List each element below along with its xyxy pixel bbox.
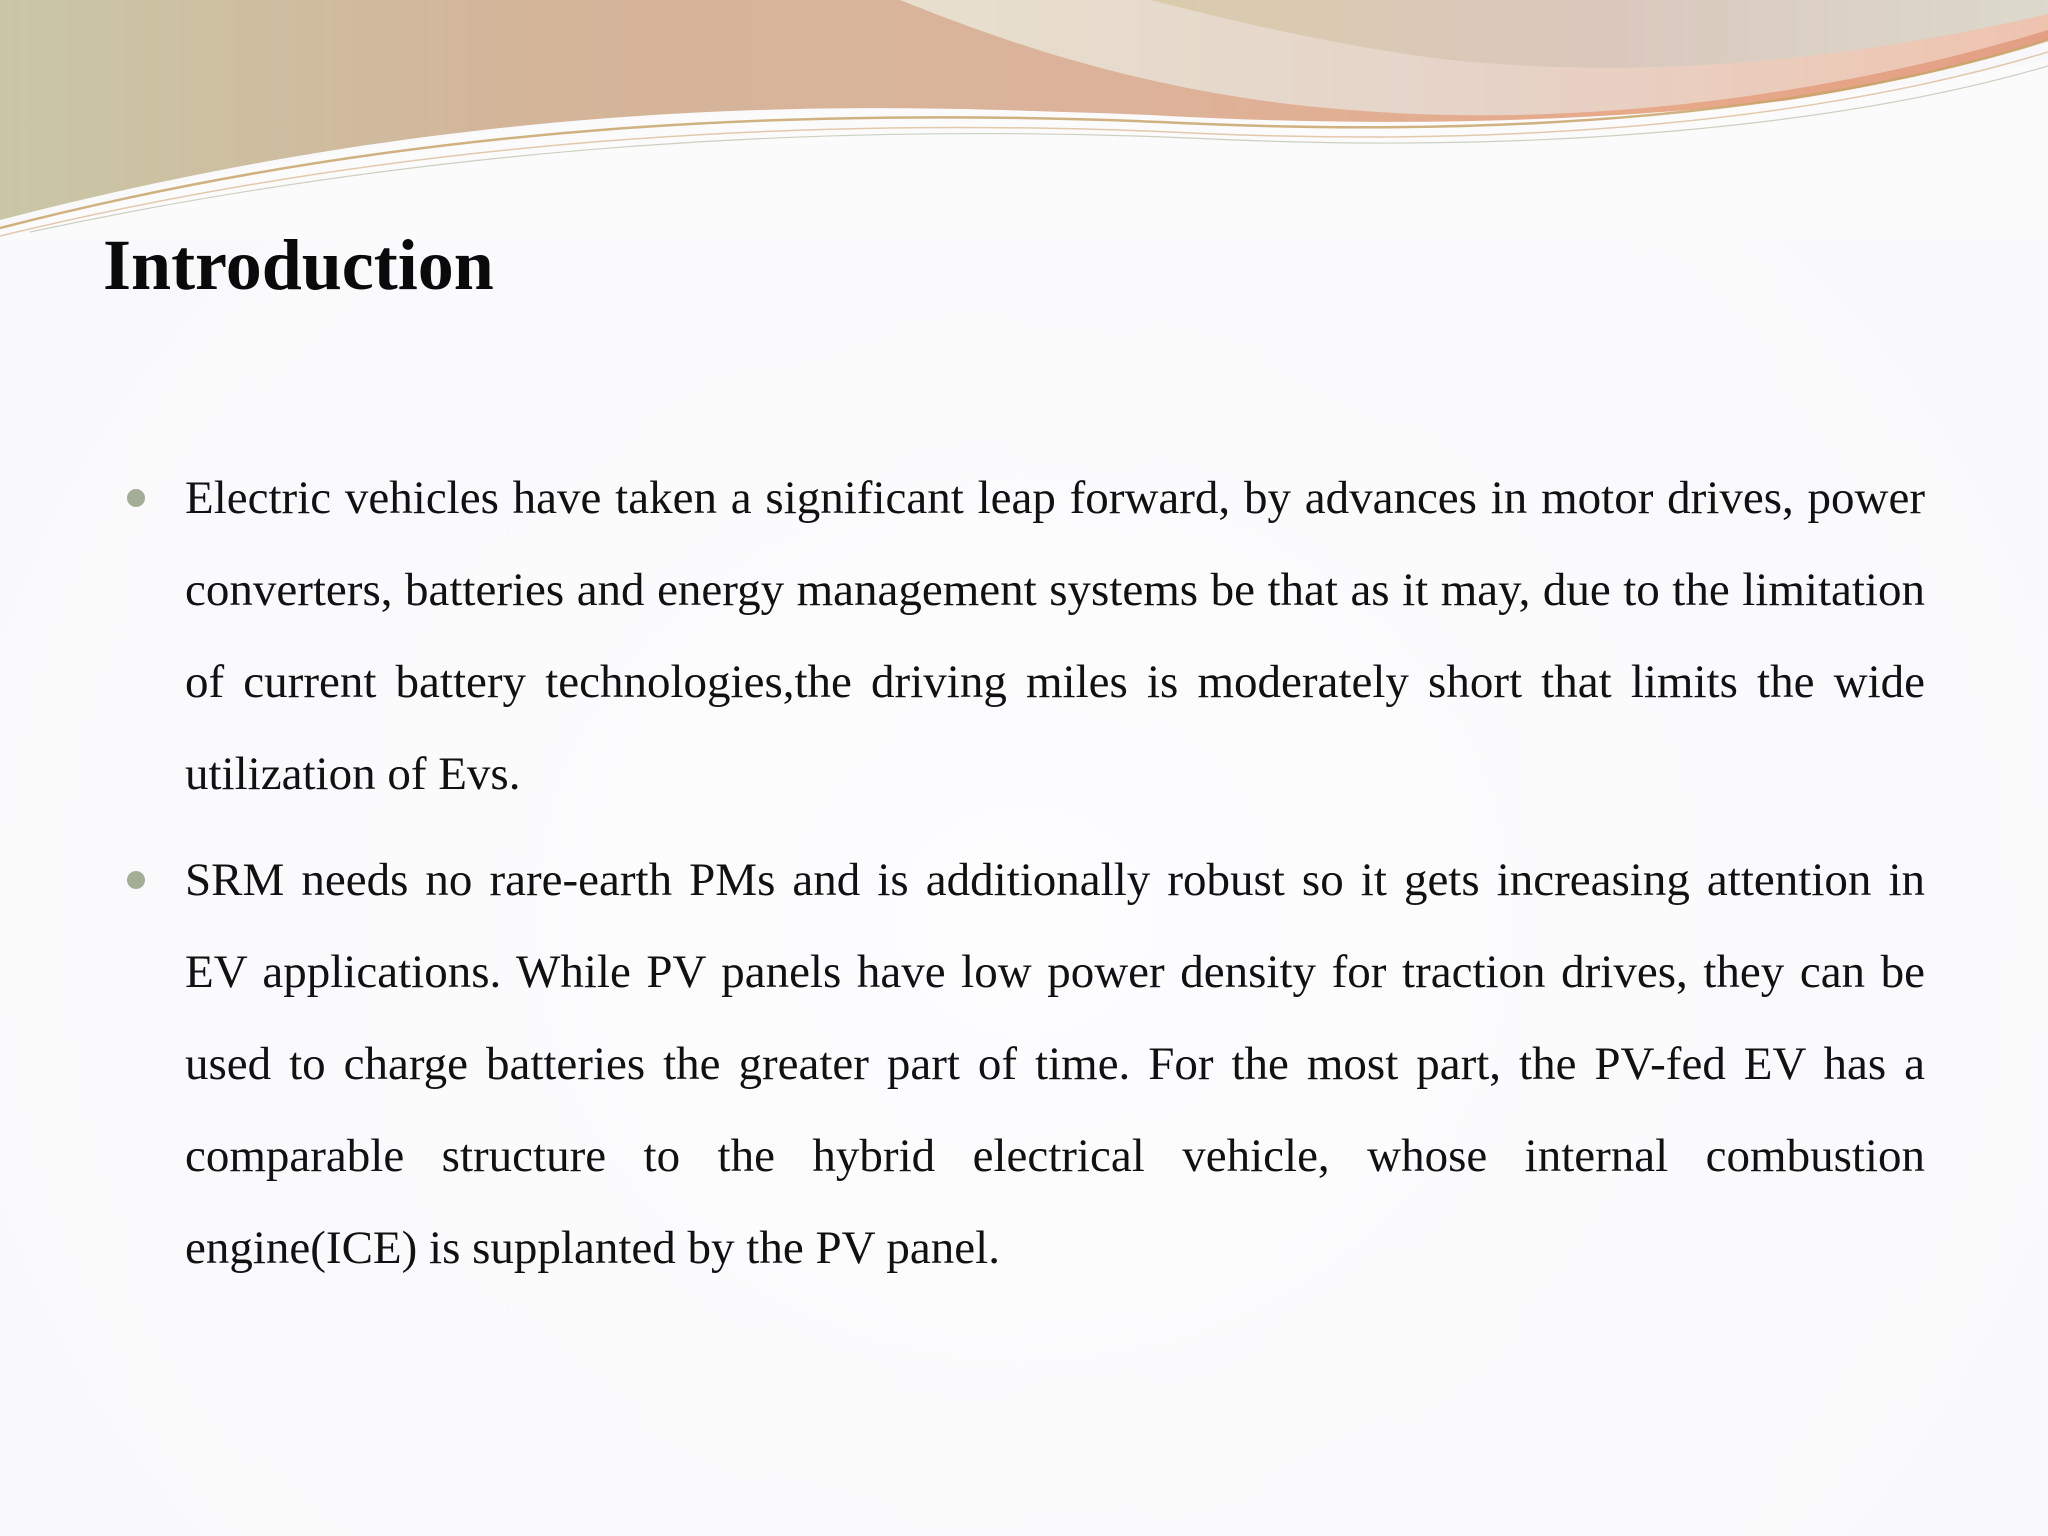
slide-title: Introduction [103, 225, 494, 305]
bullet-list [125, 452, 1925, 1308]
bullet-text: SRM needs no rare-earth PMs and is additionally robust so it gets increasing attention in EV applications. While PV panels have low power density for traction drives, they can be used to charge batteries the greater part of time. For the most part, the PV-fed EV has a comparable structure to the hybrid electrical vehicle, whose internal combustion engine(ICE) is supplanted by the PV panel. [185, 854, 1925, 1274]
bullet-dot-icon [127, 871, 145, 889]
header-swoosh-decoration [0, 0, 2048, 240]
bullet-item [125, 834, 1925, 1294]
bullet-item [125, 452, 1925, 820]
bullet-dot-icon [127, 489, 145, 507]
bullet-text: Electric vehicles have taken a significant leap forward, by advances in motor drives, power converters, batteries and energy management systems be that as it may, due to the limitation of current battery technologies,the driving miles is moderately short that limits the wide utilization of Evs. [185, 472, 1925, 800]
